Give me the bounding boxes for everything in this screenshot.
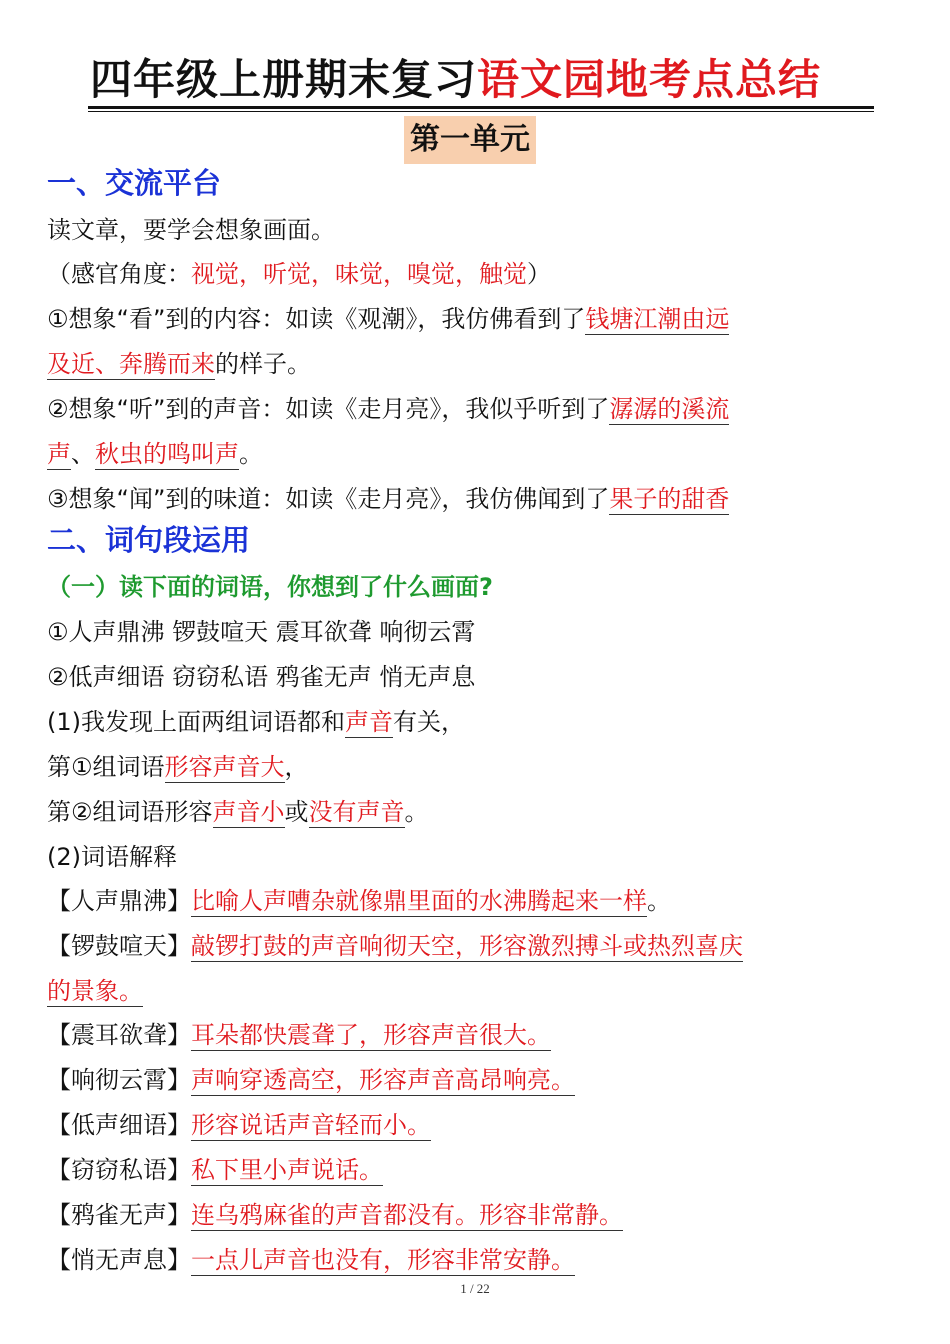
item2-line1	[47, 392, 729, 426]
definition-term: 【震耳欲聋】	[47, 1021, 191, 1049]
definition-text: 连乌鸦麻雀的声音都没有。形容非常静。	[191, 1201, 623, 1229]
definition-text: 形容说话声音轻而小。	[191, 1111, 431, 1139]
item1-line2	[47, 347, 311, 381]
word-group-2: ②低声细语 窃窃私语 鸦雀无声 悄无声息	[47, 663, 476, 691]
definition-row	[47, 1198, 623, 1232]
question1-a-post: ，	[284, 753, 309, 781]
item2-prompt: ②想象“听”到的声音：如读《走月亮》，我似乎听到了	[47, 395, 610, 423]
question1-b-answer2: 没有声音	[308, 798, 405, 826]
definition-row-continued	[47, 974, 158, 1008]
section2-heading: 二、词句段运用	[47, 523, 251, 557]
senses-open: （感官角度：	[47, 260, 191, 288]
question1-b-prompt: 第②组词语形容	[47, 798, 213, 826]
title-black: 四年级上册期末复习	[90, 55, 478, 104]
question1-a	[47, 750, 309, 784]
question1	[47, 705, 465, 739]
definition-text: 敲锣打鼓的声音响彻天空，形容激烈搏斗或热烈喜庆	[191, 932, 743, 960]
definition-term: 【悄无声息】	[47, 1246, 191, 1274]
definition-row	[47, 1153, 383, 1187]
item2-sep: 、	[71, 440, 95, 468]
question1-b	[47, 795, 429, 829]
question1-b-post: 。	[404, 798, 429, 826]
item2-answer-b: 声	[47, 440, 71, 468]
section1-heading: 一、交流平台	[47, 166, 222, 200]
section2-subheading: （一）读下面的词语，你想到了什么画面?	[47, 573, 493, 601]
definition-text: 比喻人声嘈杂就像鼎里面的水沸腾起来一样	[191, 887, 647, 915]
item1-answer-b: 及近、奔腾而来	[47, 350, 215, 378]
question1-a-answer: 形容声音大	[164, 753, 285, 781]
item2-post: 。	[239, 440, 263, 468]
question1-b-answer1: 声音小	[212, 798, 285, 826]
item3-answer: 果子的甜香	[609, 485, 730, 513]
word-group-1: ①人声鼎沸 锣鼓喧天 震耳欲聋 响彻云霄	[47, 618, 476, 646]
senses-line	[47, 257, 551, 291]
section1-intro: 读文章，要学会想象画面。	[47, 216, 335, 244]
definition-text: 声响穿透高空，形容声音高昂响亮。	[191, 1066, 575, 1094]
item2-answer-a: 潺潺的溪流	[609, 395, 730, 423]
definition-text: 一点儿声音也没有，形容非常安静。	[191, 1246, 575, 1274]
definition-post: 。	[647, 887, 671, 915]
unit-heading: 第一单元	[404, 116, 536, 164]
definition-text: 的景象。	[47, 977, 143, 1005]
item3-prompt: ③想象“闻”到的味道：如读《走月亮》，我仿佛闻到了	[47, 485, 610, 513]
definition-row	[47, 1243, 575, 1277]
item3-line	[47, 482, 729, 516]
definition-term: 【低声细语】	[47, 1111, 191, 1139]
item1-answer-a: 钱塘江潮由远	[585, 305, 730, 333]
title-red: 语文园地考点总结	[477, 55, 822, 104]
senses-items: 视觉，听觉，味觉，嗅觉，触觉	[191, 260, 527, 288]
question1-post: 有关，	[393, 708, 465, 736]
question1-a-prompt: 第①组词语	[47, 753, 165, 781]
page-number: 1 / 22	[460, 1281, 490, 1296]
definition-row	[47, 929, 743, 963]
question2: (2)词语解释	[47, 843, 177, 871]
page-title	[90, 52, 880, 108]
item1-post: 的样子。	[215, 350, 311, 378]
definition-row	[47, 884, 671, 918]
definition-row	[47, 1018, 551, 1052]
item1-line1	[47, 302, 729, 336]
definition-term: 【鸦雀无声】	[47, 1201, 191, 1229]
definition-term: 【锣鼓喧天】	[47, 932, 191, 960]
title-underline-thin	[88, 111, 874, 112]
question1-prompt: (1)我发现上面两组词语都和	[47, 708, 345, 736]
item1-prompt: ①想象“看”到的内容：如读《观潮》，我仿佛看到了	[47, 305, 586, 333]
question1-b-mid: 或	[284, 798, 309, 826]
senses-close: ）	[527, 260, 551, 288]
item2-answer-c: 秋虫的鸣叫声	[95, 440, 239, 468]
definition-row	[47, 1108, 431, 1142]
title-underline	[88, 106, 874, 109]
definition-term: 【窃窃私语】	[47, 1156, 191, 1184]
question1-answer: 声音	[345, 708, 393, 736]
definition-text: 私下里小声说话。	[191, 1156, 383, 1184]
item2-line2	[47, 437, 263, 471]
definition-term: 【响彻云霄】	[47, 1066, 191, 1094]
definition-term: 【人声鼎沸】	[47, 887, 191, 915]
definition-row	[47, 1063, 575, 1097]
definition-text: 耳朵都快震聋了，形容声音很大。	[191, 1021, 551, 1049]
